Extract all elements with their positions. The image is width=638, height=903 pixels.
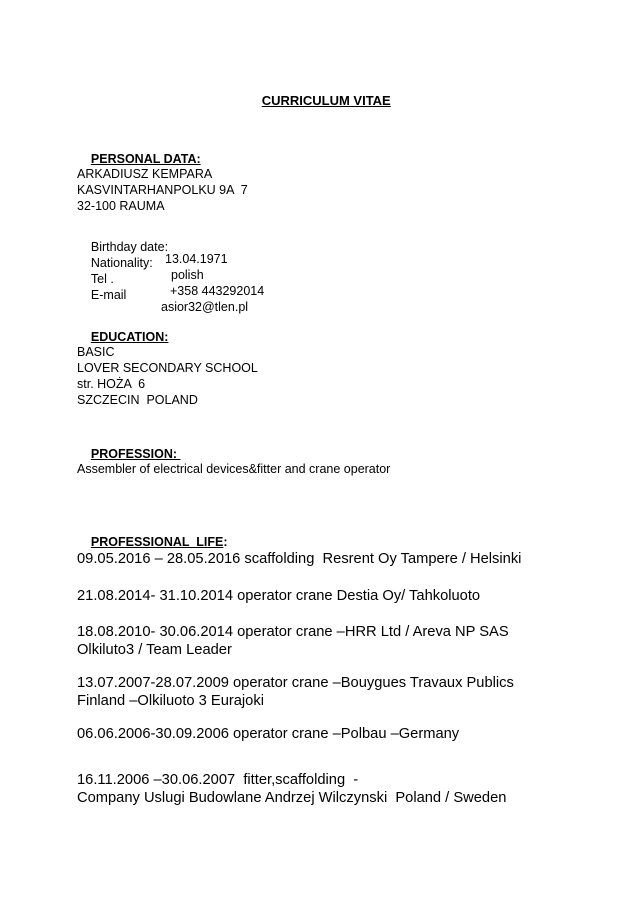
job-entry-line: 18.08.2010- 30.06.2014 operator crane –HRR Ltd / Areva NP SAS — [77, 624, 509, 640]
job-entry-line: Olkiluto3 / Team Leader — [77, 642, 232, 658]
education-line: str. HOŻA 6 — [77, 377, 146, 391]
job-entry-line: 21.08.2014- 31.10.2014 operator crane Destia Oy/ Tahkoluoto — [77, 588, 481, 604]
birthday-label: Birthday date: — [90, 239, 169, 254]
email-value: asior32@tlen.pl — [161, 300, 249, 314]
personal-data-heading-text: PERSONAL DATA: — [90, 151, 201, 166]
professional-life-heading-colon: : — [223, 534, 228, 549]
job-entry-line: 16.11.2006 –30.06.2007 fitter,scaffolding - — [77, 772, 359, 788]
job-entry-line: Finland –Olkiluoto 3 Eurajoki — [77, 693, 264, 709]
profession-text: Assembler of electrical devices&fitter and crane operator — [77, 462, 391, 476]
personal-city: 32-100 RAUMA — [77, 199, 165, 213]
education-line: LOVER SECONDARY SCHOOL — [77, 361, 258, 375]
job-entry-line: Company Uslugi Budowlane Andrzej Wilczynski Poland / Sweden — [77, 790, 507, 806]
tel-value: +358 443292014 — [170, 284, 265, 298]
profession-heading-text: PROFESSION: — [90, 446, 181, 461]
job-entry-line: 09.05.2016 – 28.05.2016 scaffolding Resrent Oy Tampere / Helsinki — [77, 551, 522, 567]
education-line: SZCZECIN POLAND — [77, 393, 198, 407]
birthday-value: 13.04.1971 — [165, 252, 228, 266]
email-label: E-mail — [90, 287, 127, 302]
personal-name: ARKADIUSZ KEMPARA — [77, 167, 213, 181]
job-entry-line: 13.07.2007-28.07.2009 operator crane –Bouygues Travaux Publics — [77, 675, 514, 691]
professional-life-heading-text: PROFESSIONAL LIFE — [90, 534, 224, 549]
document-title — [0, 81, 638, 120]
personal-street: KASVINTARHANPOLKU 9A 7 — [77, 183, 248, 197]
nationality-value: polish — [171, 268, 204, 282]
education-line: BASIC — [77, 345, 115, 359]
tel-label: Tel . — [90, 271, 114, 286]
nationality-label: Nationality: — [90, 255, 153, 270]
education-heading-text: EDUCATION: — [90, 329, 169, 344]
job-entry-line: 06.06.2006-30.09.2006 operator crane –Polbau –Germany — [77, 726, 460, 742]
document-title-text: CURRICULUM VITAE — [261, 93, 391, 108]
